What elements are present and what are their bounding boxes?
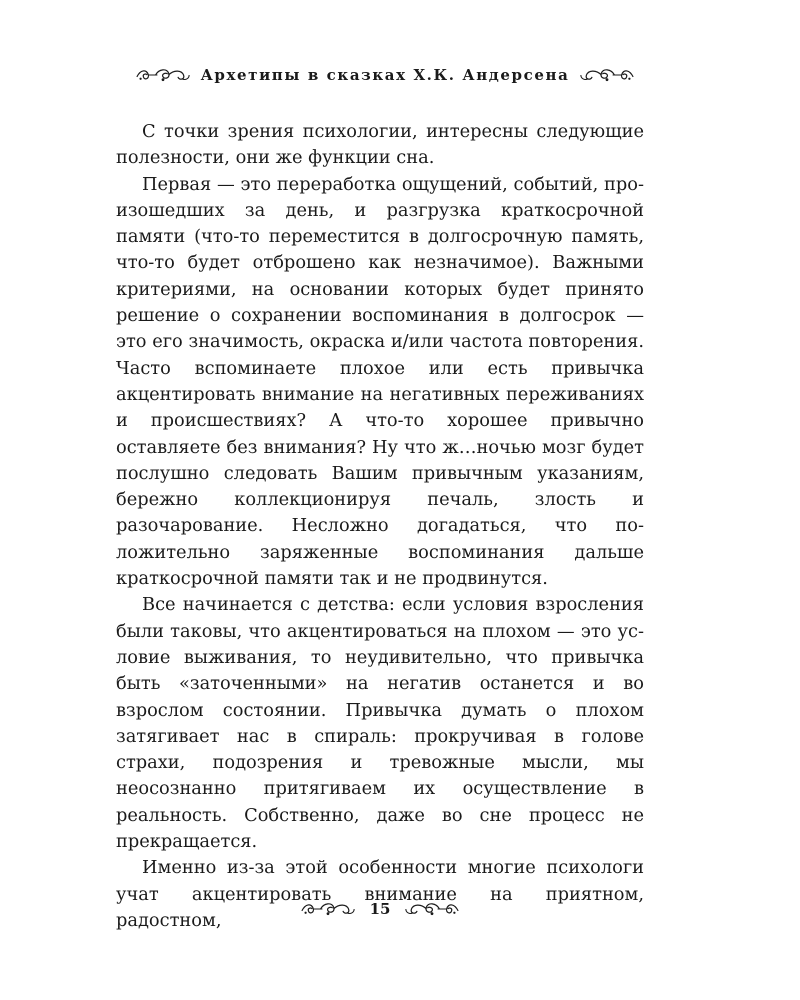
paragraph: Первая — это переработка ощущений, событий, произошедших за день, и разгрузка краткосрочной памяти (что-то переместится в долгосрочную память, что-то будет отброшено как незначимое). Важными критериями, на основании которых будет принято решение о сохранении воспоминания в долгосрок — это его значимость, окраска и/или частота повторения. Часто вспоминаете плохое или есть привычка акцентировать внимание на негативных переживаниях и происшествиях? А что-то хорошее привычно оставляете без внимания? Ну что ж…ночью мозг будет послушно следовать Вашим привычным указаниям, бережно коллекционируя печаль, злость и разочарование. Несложно догадаться, что положительно заряженные воспоминания дальше краткосрочной памяти так и не продвинутся. xyxy=(116,173,644,590)
running-header-title: Архетипы в сказках Х.К. Андерсена xyxy=(200,66,570,84)
flourish-ornament-icon xyxy=(300,899,356,919)
paragraph: Все начинается с детства: если условия взросления были таковы, что акцентироваться на плохом — это условие выживания, то неудивительно, что привычка быть «заточенными» на негатив останется и во взрослом состоянии. Привычка думать о плохом затягивает нас в спираль: прокручивая в голове страхи, подозрения и тревожные мысли, мы неосознанно притягиваем их осуществление в реальность. Собственно, даже во сне процесс не прекращается. xyxy=(116,594,644,853)
page-number: 15 xyxy=(369,900,391,918)
running-header xyxy=(130,62,640,88)
flourish-ornament-icon xyxy=(579,65,635,85)
flourish-ornament-icon xyxy=(404,899,460,919)
body-text xyxy=(116,119,644,934)
paragraph: С точки зрения психологии, интересны следующие полезности, они же функции сна. xyxy=(116,121,644,169)
flourish-ornament-icon xyxy=(135,65,191,85)
page-footer xyxy=(270,896,490,922)
paragraph: Именно из-за этой особенности многие психологи учат акцентировать внимание на приятном, радостном, xyxy=(116,857,644,931)
